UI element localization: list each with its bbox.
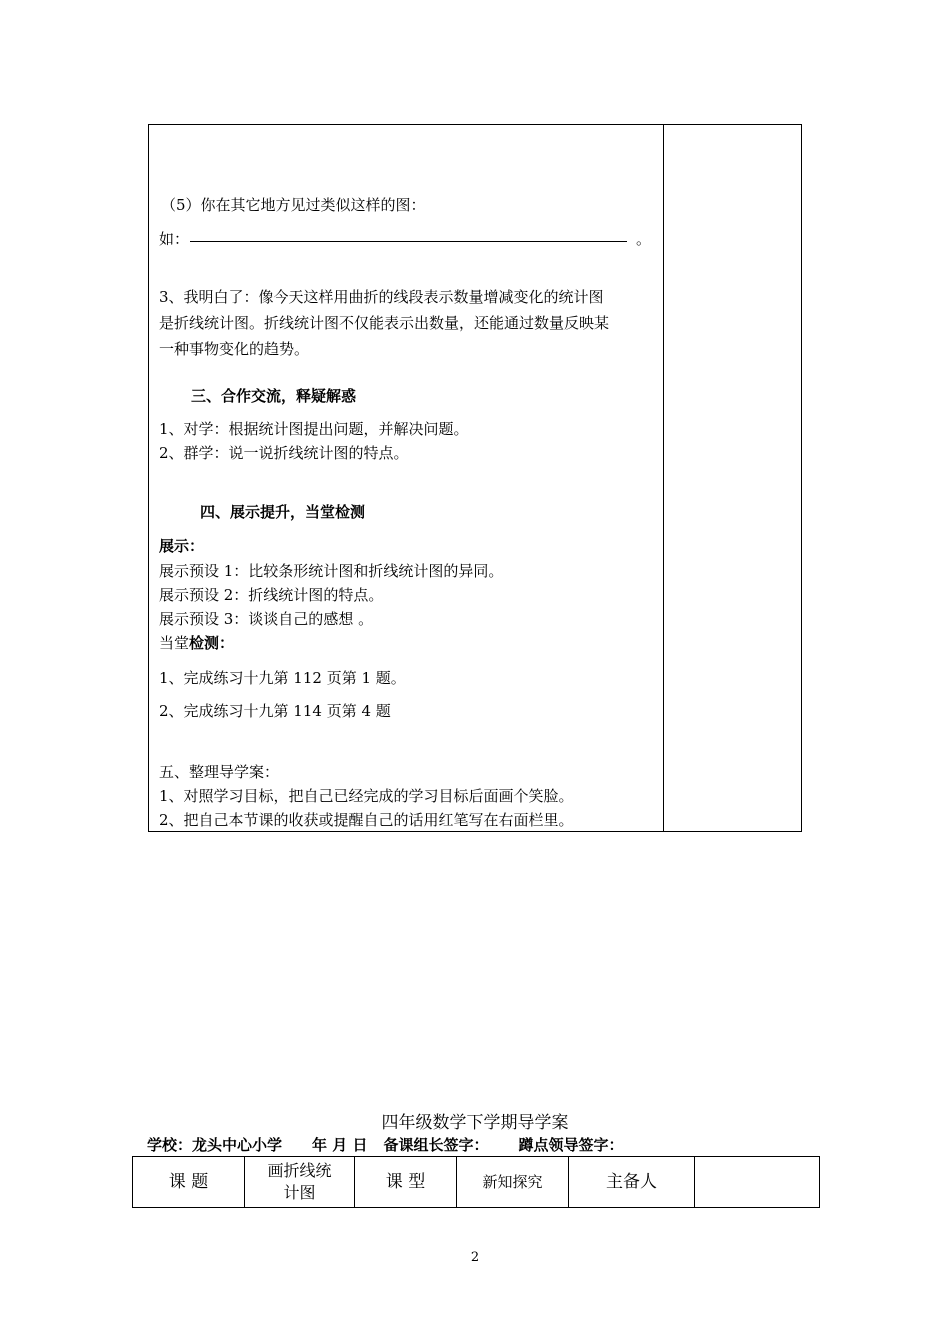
section3-item2: 2、群学：说一说折线统计图的特点。 bbox=[159, 444, 409, 462]
group-leader-signature: 备课组长签字： bbox=[383, 1136, 489, 1154]
answer-blank-line bbox=[190, 241, 627, 242]
section3-item1: 1、对学：根据统计图提出问题，并解决问题。 bbox=[159, 420, 469, 438]
type-label: 课 型 bbox=[355, 1157, 457, 1208]
author-value bbox=[695, 1157, 820, 1208]
section4-heading: 四、展示提升，当堂检测 bbox=[200, 503, 366, 521]
topic-value bbox=[245, 1157, 355, 1208]
check-label-b: 检测： bbox=[189, 634, 235, 652]
supervisor-signature: 蹲点领导签字： bbox=[518, 1136, 624, 1154]
item5-prefix: 如： bbox=[159, 230, 190, 248]
lesson-header-table bbox=[132, 1156, 820, 1208]
check-label-a: 当堂 bbox=[159, 634, 190, 652]
topic-value-line1: 画折线统 bbox=[267, 1161, 332, 1180]
check-item1: 1、完成练习十九第 112 页第 1 题。 bbox=[159, 669, 406, 687]
section5-item2: 2、把自己本节课的收获或提醒自己的话用红笔写在右面栏里。 bbox=[159, 811, 574, 829]
document-title: 四年级数学下学期导学案 bbox=[381, 1113, 569, 1133]
section3-heading: 三、合作交流，释疑解惑 bbox=[191, 387, 357, 405]
section5-heading: 五、整理导学案： bbox=[159, 763, 280, 781]
show-label: 展示： bbox=[159, 537, 205, 555]
check-item2: 2、完成练习十九第 114 页第 4 题 bbox=[159, 702, 391, 720]
show-item1: 展示预设 1：比较条形统计图和折线统计图的异同。 bbox=[159, 562, 504, 580]
show-item2: 展示预设 2：折线统计图的特点。 bbox=[159, 586, 384, 604]
item3-line3: 一种事物变化的趋势。 bbox=[159, 340, 310, 358]
item3-line2: 是折线统计图。折线统计图不仅能表示出数量，还能通过数量反映某 bbox=[159, 314, 610, 332]
section5-item1: 1、对照学习目标，把自己已经完成的学习目标后面画个笑脸。 bbox=[159, 787, 574, 805]
show-item3: 展示预设 3：谈谈自己的感想 。 bbox=[159, 610, 374, 628]
column-divider bbox=[663, 125, 664, 831]
page-number: 2 bbox=[470, 1250, 480, 1265]
info-line bbox=[147, 1134, 640, 1155]
check-label bbox=[159, 633, 234, 653]
topic-value-line2: 计图 bbox=[283, 1183, 316, 1202]
author-label: 主备人 bbox=[569, 1157, 695, 1208]
item5-question: （5）你在其它地方见过类似这样的图： bbox=[161, 196, 426, 214]
topic-label: 课 题 bbox=[133, 1157, 245, 1208]
item3-line1: 3、我明白了：像今天这样用曲折的线段表示数量增减变化的统计图 bbox=[159, 288, 604, 306]
type-value: 新知探究 bbox=[457, 1157, 569, 1208]
item5-suffix: 。 bbox=[636, 230, 652, 248]
header-row bbox=[133, 1157, 820, 1208]
date-field: 年 月 日 bbox=[312, 1136, 368, 1154]
upper-content-table bbox=[148, 124, 802, 832]
school-name: 学校：龙头中心小学 bbox=[147, 1136, 283, 1154]
